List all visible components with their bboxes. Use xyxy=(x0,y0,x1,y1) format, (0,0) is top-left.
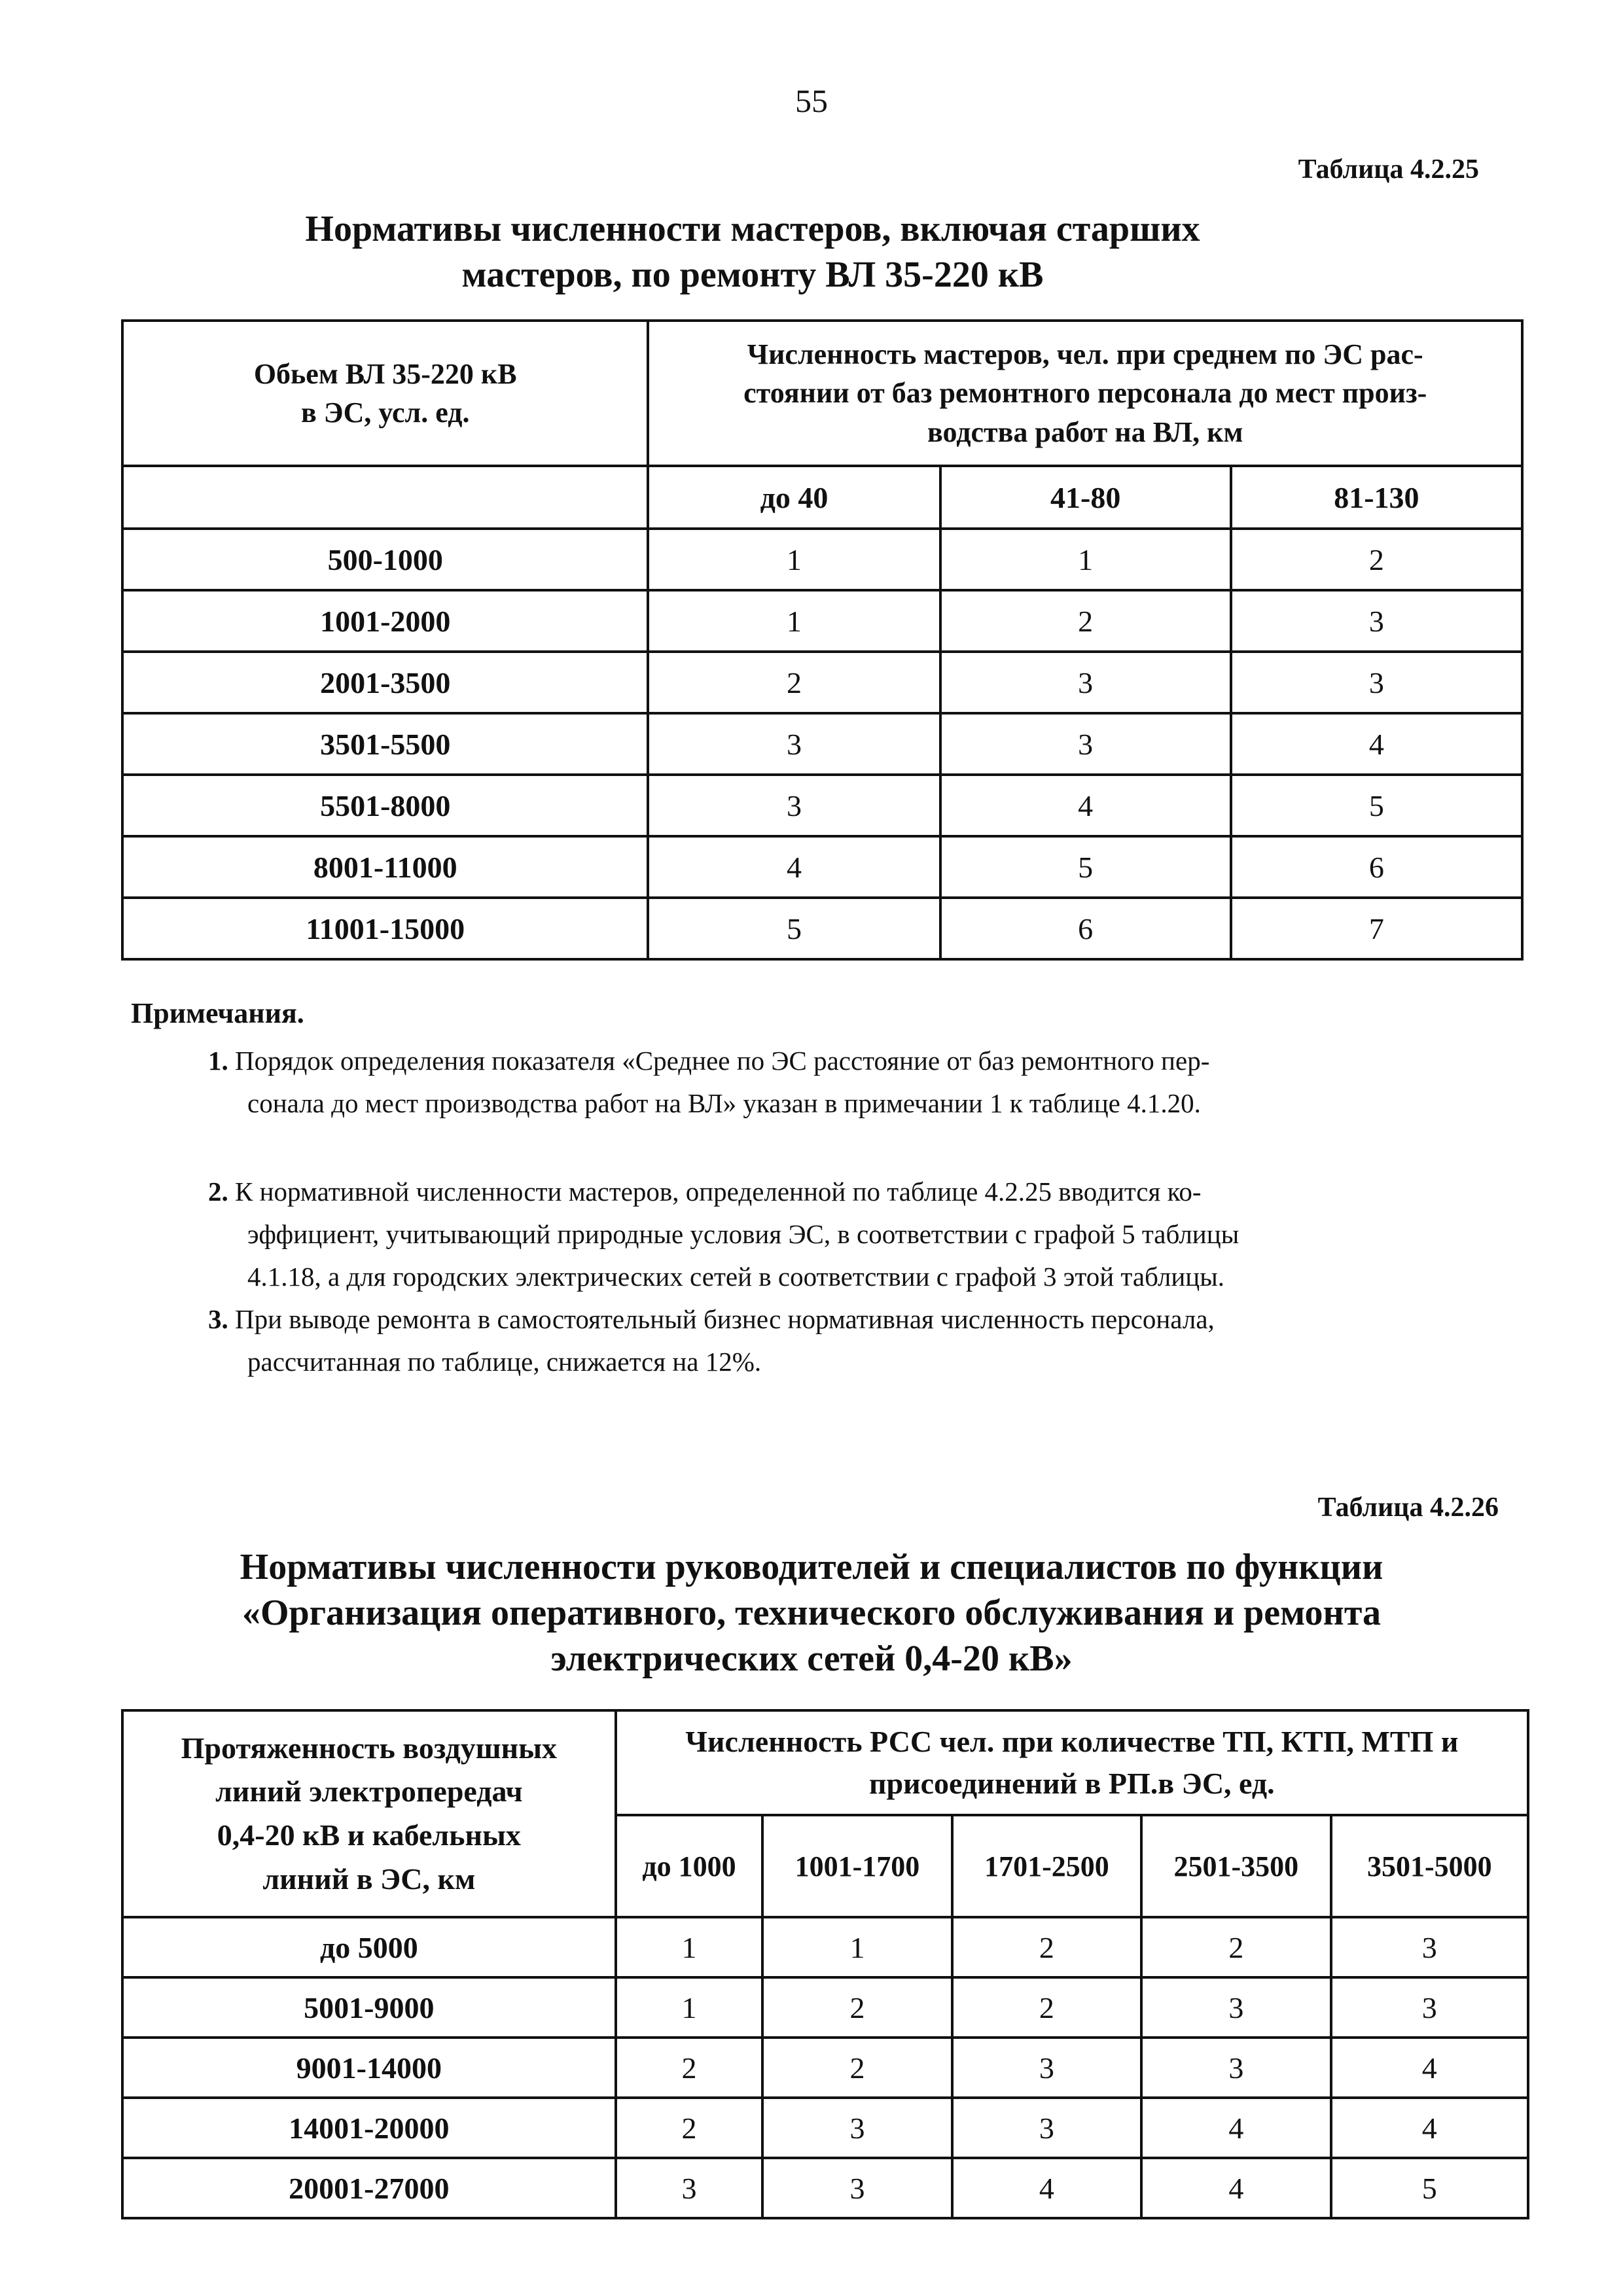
notes-title: Примечания. xyxy=(131,997,304,1029)
table1-label: Таблица 4.2.25 xyxy=(1298,154,1479,185)
table1-volume: 8001-11000 xyxy=(122,836,648,898)
table1-cell: 5 xyxy=(940,836,1231,898)
table1-cell: 2 xyxy=(1231,529,1522,590)
table2-subheader: 3501-5000 xyxy=(1331,1815,1528,1917)
table1-volume: 500-1000 xyxy=(122,529,648,590)
table-row xyxy=(122,898,1522,959)
table1-group-header xyxy=(648,321,1522,466)
table1-cell: 4 xyxy=(648,836,940,898)
table1-title-line2: мастеров, по ремонту ВЛ 35-220 кВ xyxy=(461,255,1044,295)
table-row xyxy=(122,836,1522,898)
table1-cell: 3 xyxy=(648,775,940,836)
table2-group-header xyxy=(616,1710,1528,1815)
table1-cell: 1 xyxy=(648,529,940,590)
table-row xyxy=(122,775,1522,836)
table2-subheader: 1701-2500 xyxy=(952,1815,1141,1917)
table1-volume: 3501-5500 xyxy=(122,713,648,775)
table2-length: 5001-9000 xyxy=(122,1977,616,2038)
table2-cell: 3 xyxy=(1331,1917,1528,1977)
table2-cell: 3 xyxy=(1141,1977,1330,2038)
table2-length: 14001-20000 xyxy=(122,2098,616,2158)
table1-cell: 7 xyxy=(1231,898,1522,959)
table2-length: 9001-14000 xyxy=(122,2038,616,2098)
table-row xyxy=(122,1977,1528,2038)
table2-cell: 2 xyxy=(952,1977,1141,2038)
table1-cell: 1 xyxy=(648,590,940,652)
table2-col1-header-line4: линий в ЭС, км xyxy=(262,1862,476,1896)
table1 xyxy=(121,319,1524,961)
table1-volume: 1001-2000 xyxy=(122,590,648,652)
table-row xyxy=(122,529,1522,590)
table2-group-header-line1: Численность РСС чел. при количестве ТП, КТП, МТП и xyxy=(685,1724,1459,1758)
table2-cell: 4 xyxy=(1141,2158,1330,2218)
table1-col1-header-line1: Обьем ВЛ 35-220 кВ xyxy=(253,357,517,390)
table1-subheader: до 40 xyxy=(648,466,940,529)
table1-volume: 5501-8000 xyxy=(122,775,648,836)
note-line: эффициент, учитывающий природные условия ЭС, в соответствии с графой 5 таблицы xyxy=(247,1219,1240,1249)
table2-cell: 3 xyxy=(616,2158,763,2218)
table2-cell: 3 xyxy=(1331,1977,1528,2038)
table1-subheader: 81-130 xyxy=(1231,466,1522,529)
table1-cell: 3 xyxy=(1231,590,1522,652)
table2-group-header-line2: присоединений в РП.в ЭС, ед. xyxy=(869,1767,1275,1800)
table1-volume: 11001-15000 xyxy=(122,898,648,959)
note-line: К нормативной численности мастеров, определенной по таблице 4.2.25 вводится ко- xyxy=(235,1176,1202,1207)
table2-cell: 1 xyxy=(616,1917,763,1977)
table2-cell: 2 xyxy=(616,2038,763,2098)
table-row xyxy=(122,652,1522,713)
table2-length: 20001-27000 xyxy=(122,2158,616,2218)
table1-cell: 1 xyxy=(940,529,1231,590)
table-row xyxy=(122,713,1522,775)
table-row xyxy=(122,1917,1528,1977)
note-item xyxy=(208,1171,1537,1213)
table1-cell: 4 xyxy=(940,775,1231,836)
table2-cell: 3 xyxy=(762,2158,952,2218)
table1-cell: 3 xyxy=(940,713,1231,775)
table1-title-line1: Нормативы численности мастеров, включая старших xyxy=(305,209,1200,249)
table1-group-header-line1: Численность мастеров, чел. при среднем по ЭС рас- xyxy=(747,338,1423,370)
table2-cell: 2 xyxy=(952,1917,1141,1977)
table2-subheader: 2501-3500 xyxy=(1141,1815,1330,1917)
table2-cell: 3 xyxy=(1141,2038,1330,2098)
table2-cell: 4 xyxy=(1331,2098,1528,2158)
table2-length: до 5000 xyxy=(122,1917,616,1977)
note-line: Порядок определения показателя «Среднее по ЭС расстояние от баз ремонтного пер- xyxy=(235,1046,1210,1076)
note-item xyxy=(208,1299,1537,1341)
table2-cell: 3 xyxy=(762,2098,952,2158)
table2-title-line3: электрических сетей 0,4-20 кВ» xyxy=(550,1638,1073,1679)
table1-cell: 2 xyxy=(940,590,1231,652)
table2-col1-header-line3: 0,4-20 кВ и кабельных xyxy=(217,1818,521,1852)
note-line: рассчитанная по таблице, снижается на 12%. xyxy=(247,1347,762,1377)
table1-cell: 3 xyxy=(940,652,1231,713)
table2-title xyxy=(118,1544,1505,1682)
note-item xyxy=(208,1040,1530,1082)
table1-cell: 5 xyxy=(648,898,940,959)
table1-cell: 3 xyxy=(648,713,940,775)
table-row xyxy=(122,2158,1528,2218)
table2-cell: 4 xyxy=(952,2158,1141,2218)
table1-cell: 3 xyxy=(1231,652,1522,713)
table2-cell: 4 xyxy=(1141,2098,1330,2158)
table2-title-line1: Нормативы численности руководителей и специалистов по функции xyxy=(240,1547,1383,1587)
table2-col1-header-line2: линий электропередач xyxy=(215,1775,523,1809)
table2-cell: 2 xyxy=(762,2038,952,2098)
table-row xyxy=(122,2098,1528,2158)
table2-subheader: 1001-1700 xyxy=(762,1815,952,1917)
table-row xyxy=(122,2038,1528,2098)
table1-empty-header xyxy=(122,466,648,529)
table1-col1-header xyxy=(122,321,648,466)
table1-cell: 4 xyxy=(1231,713,1522,775)
table1-volume: 2001-3500 xyxy=(122,652,648,713)
table1-subheader: 41-80 xyxy=(940,466,1231,529)
note-number: 2. xyxy=(208,1176,228,1207)
table1-cell: 6 xyxy=(940,898,1231,959)
table2-title-line2: «Организация оперативного, технического обслуживания и ремонта xyxy=(241,1593,1382,1633)
table2-cell: 2 xyxy=(762,1977,952,2038)
table2-col1-header xyxy=(122,1710,616,1917)
page-number: 55 xyxy=(795,82,828,119)
table1-cell: 6 xyxy=(1231,836,1522,898)
table1-group-header-line2: стоянии от баз ремонтного персонала до мест произ- xyxy=(743,377,1427,410)
table2-label: Таблица 4.2.26 xyxy=(1317,1492,1499,1523)
table2-cell: 3 xyxy=(952,2098,1141,2158)
table2-subheader: до 1000 xyxy=(616,1815,763,1917)
table2-cell: 4 xyxy=(1331,2038,1528,2098)
table2-cell: 5 xyxy=(1331,2158,1528,2218)
table2-cell: 1 xyxy=(762,1917,952,1977)
note-number: 1. xyxy=(208,1046,228,1076)
table1-cell: 5 xyxy=(1231,775,1522,836)
table2 xyxy=(121,1709,1529,2219)
table1-cell: 2 xyxy=(648,652,940,713)
note-number: 3. xyxy=(208,1304,228,1334)
table2-col1-header-line1: Протяженность воздушных xyxy=(181,1731,558,1765)
table2-cell: 3 xyxy=(952,2038,1141,2098)
note-line: 4.1.18, а для городских электрических сетей в соответствии с графой 3 этой таблицы. xyxy=(247,1262,1225,1292)
table-row xyxy=(122,590,1522,652)
table1-title xyxy=(131,206,1374,298)
table2-cell: 1 xyxy=(616,1977,763,2038)
table2-cell: 2 xyxy=(616,2098,763,2158)
note-line: сонала до мест производства работ на ВЛ» указан в примечании 1 к таблице 4.1.20. xyxy=(247,1088,1201,1118)
table1-group-header-line3: водства работ на ВЛ, км xyxy=(927,415,1243,448)
note-line: При выводе ремонта в самостоятельный бизнес нормативная численность персонала, xyxy=(235,1304,1215,1334)
table2-cell: 2 xyxy=(1141,1917,1330,1977)
table1-col1-header-line2: в ЭС, усл. ед. xyxy=(301,397,470,429)
